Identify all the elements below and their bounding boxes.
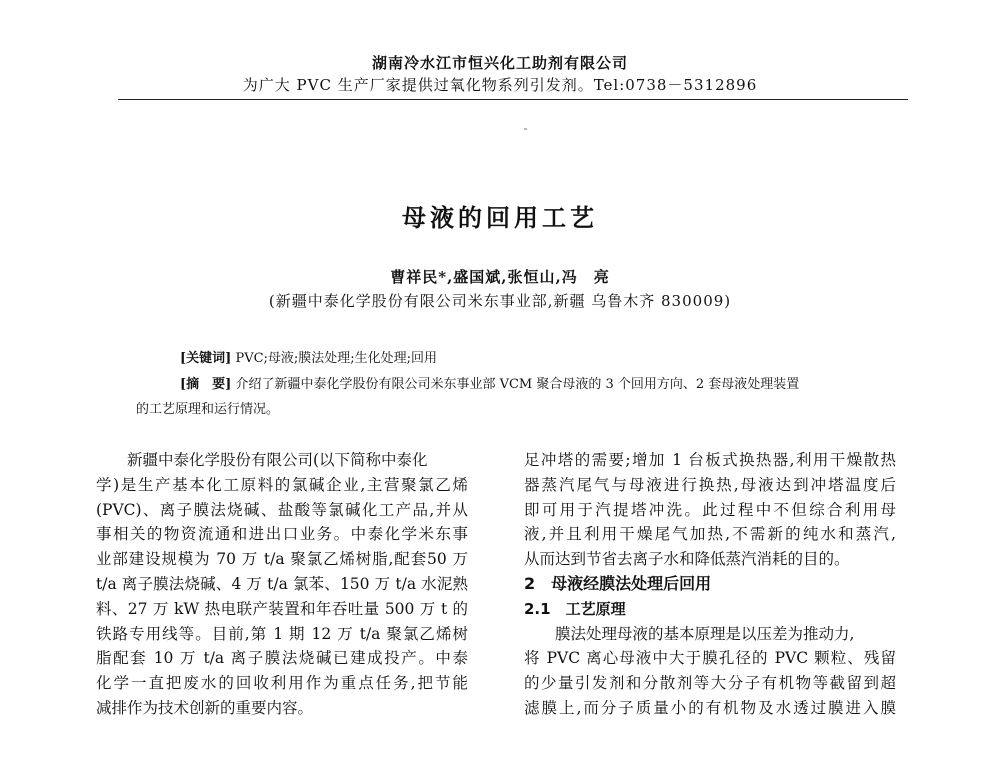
- body-column-right: [524, 448, 896, 721]
- body-line: 学)是生产基本化工原料的氯碱企业,主营聚氯乙烯: [96, 475, 468, 494]
- section-heading: 2 母液经膜法处理后回用: [524, 573, 712, 593]
- body-line: 化学一直把废水的回收利用作为重点任务,把节能: [96, 674, 468, 693]
- article-title: 母液的回用工艺: [402, 203, 598, 232]
- body-line: 将 PVC 离心母液中大于膜孔径的 PVC 颗粒、残留: [524, 649, 896, 668]
- article-authors: 曹祥民*,盛国斌,张恒山,冯 亮: [390, 268, 610, 286]
- body-line: 滤膜上,而分子质量小的有机物及水透过膜进入膜: [524, 698, 896, 717]
- subsection-heading: 2.1 工艺原理: [524, 599, 626, 618]
- body-line: 事相关的物资流通和进出口业务。中泰化学米东事: [96, 525, 468, 544]
- article-affiliation: (新疆中泰化学股份有限公司米东事业部,新疆 乌鲁木齐 830009): [268, 292, 732, 310]
- body-line: 器蒸汽尾气与母液进行换热,母液达到冲塔温度后: [524, 475, 896, 494]
- keywords: [180, 347, 940, 366]
- abstract-line-2: 的工艺原理和运行情况。: [136, 402, 280, 417]
- abstract-line-1: [180, 373, 940, 392]
- body-line: 料、27 万 kW 热电联产装置和年吞吐量 500 万 t 的: [96, 599, 468, 618]
- body-line: 业部建设规模为 70 万 t/a 聚氯乙烯树脂,配套50 万: [96, 550, 468, 569]
- abstract-label: [摘 要]: [180, 377, 232, 392]
- abstract-text-1: 介绍了新疆中泰化学股份有限公司米东事业部 VCM 聚合母液的 3 个回用方向、2 套母液处理装置: [235, 377, 800, 392]
- journal-ad-tagline: 为广大 PVC 生产厂家提供过氧化物系列引发剂。Tel:0738－5312896: [242, 76, 758, 94]
- body-line: (PVC)、离子膜法烧碱、盐酸等氯碱化工产品,并从: [96, 500, 468, 519]
- body-column-left: [96, 448, 468, 721]
- body-line: 新疆中泰化学股份有限公司(以下简称中泰化: [127, 451, 428, 469]
- body-line: 铁路专用线等。目前,第 1 期 12 万 t/a 聚氯乙烯树: [96, 624, 468, 643]
- keywords-text: PVC;母液;膜法处理;生化处理;回用: [235, 351, 438, 366]
- header-rule: [118, 99, 908, 100]
- keywords-label: [关键词]: [180, 351, 232, 366]
- body-line: 膜法处理母液的基本原理是以压差为推动力,: [555, 624, 855, 643]
- body-line: 液,并且利用干燥尾气加热,不需新的纯水和蒸汽,: [524, 525, 896, 544]
- body-line: 足冲塔的需要;增加 1 台板式换热器,利用干燥散热: [524, 451, 896, 469]
- scan-speck: [524, 128, 527, 130]
- body-line: 从而达到节省去离子水和降低蒸汽消耗的目的。: [524, 550, 850, 569]
- body-line: 的少量引发剂和分散剂等大分子有机物等截留到超: [524, 674, 896, 693]
- body-line: t/a 离子膜法烧碱、4 万 t/a 氯苯、150 万 t/a 水泥熟: [96, 574, 468, 593]
- journal-ad-company: 湖南冷水江市恒兴化工助剂有限公司: [371, 54, 628, 72]
- body-line: 减排作为技术创新的重要内容。: [96, 698, 314, 717]
- body-line: 即可用于汽提塔冲洗。此过程中不但综合利用母: [524, 500, 896, 519]
- body-line: 脂配套 10 万 t/a 离子膜法烧碱已建成投产。中泰: [96, 649, 468, 668]
